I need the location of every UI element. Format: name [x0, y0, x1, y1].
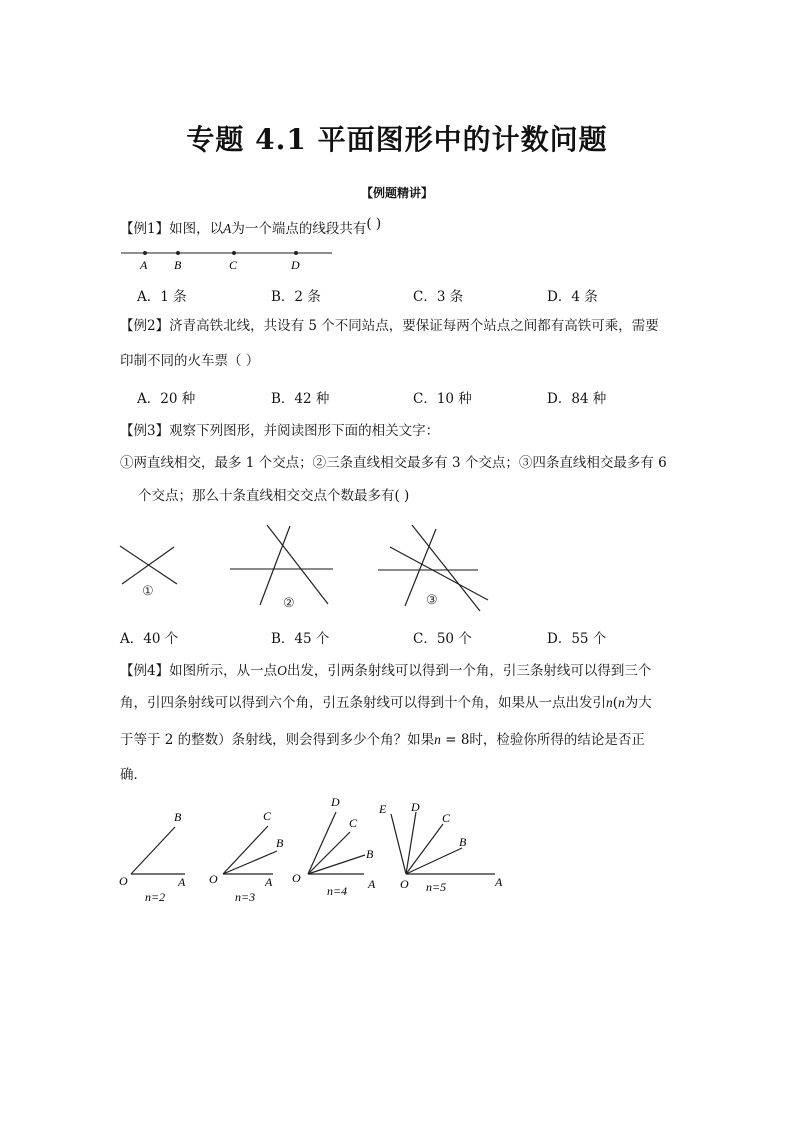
point-a [143, 251, 147, 255]
example-4-line-3 [120, 728, 645, 748]
two-lines-figure [120, 546, 177, 598]
example-4-line-2 [120, 691, 652, 711]
example-3-line-3: 个交点；那么十条直线相交交点个数最多有( ) [138, 488, 410, 504]
n4-label-a: A [368, 877, 376, 891]
example-1-option-c[interactable]: C．3 条 [413, 289, 464, 305]
label-d: D [291, 258, 300, 272]
rays-figure-n5 [378, 800, 503, 894]
rays-figure-n3 [209, 809, 284, 904]
example-1-option-b[interactable]: B．2 条 [271, 289, 321, 305]
example-3-option-a[interactable]: A．40 个 [120, 631, 179, 647]
point-c [232, 251, 236, 255]
example-3-option-b[interactable]: B．45 个 [271, 631, 330, 647]
n5-label-d: D [411, 800, 420, 814]
rays-figure-n4 [292, 795, 376, 898]
example-1-tag: 【例1】 [120, 221, 170, 237]
intersecting-lines-figures [110, 518, 510, 618]
example-4-var-n-3: n [434, 732, 441, 747]
page-title: 专题 4.1 平面图形中的计数问题 [186, 123, 608, 156]
example-3-option-d[interactable]: D．55 个 [547, 631, 607, 647]
figure-label-2: ② [283, 595, 295, 610]
n2-caption: n=2 [145, 890, 166, 904]
example-2-line-1 [120, 314, 659, 334]
example-1-text-a: 如图，以 [169, 221, 224, 237]
n2-label-o: O [119, 874, 128, 888]
n5-label-b: B [459, 835, 467, 849]
example-2-option-d[interactable]: D．84 种 [547, 391, 607, 407]
example-4-line-4: 确． [120, 767, 147, 783]
example-3-option-c[interactable]: C．50 个 [413, 631, 472, 647]
n4-label-b: B [366, 847, 374, 861]
example-1-blank: ( ) [366, 216, 382, 232]
three-lines-figure [230, 525, 333, 610]
example-2-option-b[interactable]: B．42 种 [271, 391, 330, 407]
example-4-tag: 【例4】 [120, 663, 170, 679]
example-4-eq: = 8 [440, 732, 470, 748]
example-1-text-b: 为一个端点的线段共有 [231, 221, 367, 237]
example-1-var: A [223, 221, 232, 236]
section-heading: 【例题精讲】 [360, 186, 433, 200]
rays-figure-n2 [119, 810, 186, 904]
n5-caption: n=5 [426, 880, 447, 894]
n4-label-o: O [292, 871, 301, 885]
example-4-text-3a: 于等于 2 的整数）条射线，则会得到多少个角？如果 [120, 732, 435, 748]
example-1-option-d[interactable]: D．4 条 [547, 289, 598, 305]
example-4-var-o: O [277, 663, 287, 678]
example-2-text: 济青高铁北线，共设有 5 个不同站点，要保证每两个站点之间都有高铁可乘，需要 [169, 318, 659, 334]
label-b: B [174, 258, 182, 272]
n5-label-c: C [442, 811, 451, 825]
label-a: A [140, 258, 148, 272]
n3-caption: n=3 [235, 890, 256, 904]
example-2-line-2: 印制不同的火车票（ ） [120, 353, 260, 369]
example-4-text-2c: 为大 [624, 695, 652, 711]
n5-label-e: E [379, 802, 387, 816]
example-3-line-2: ①两直线相交，最多 1 个交点；②三条直线相交最多有 3 个交点；③四条直线相交最多有 6 [120, 455, 667, 471]
segment-figure [118, 246, 338, 272]
example-4-var-n-2: n [618, 695, 625, 710]
example-4-text-1b: 出发，引两条射线可以得到一个角，引三条射线可以得到三个 [286, 663, 652, 679]
example-4-text-1a: 如图所示，从一点 [169, 663, 278, 679]
figure-label-3: ③ [426, 592, 438, 607]
example-1-option-a[interactable]: A．1 条 [137, 289, 187, 305]
example-3-line-1 [120, 419, 439, 439]
n3-label-o: O [209, 872, 218, 886]
example-4-var-n: n [606, 695, 613, 710]
n4-label-c: C [349, 816, 358, 830]
rays-figures [110, 792, 520, 912]
example-2-tag: 【例2】 [120, 318, 170, 334]
n3-label-a: A [265, 875, 273, 889]
example-4-paren: ( [612, 695, 619, 711]
label-c: C [229, 258, 238, 272]
example-3-tag: 【例3】 [120, 423, 170, 439]
four-lines-figure [378, 525, 488, 611]
n2-label-b: B [174, 810, 182, 824]
example-3-text: 观察下列图形，并阅读图形下面的相关文字： [169, 423, 440, 439]
point-b [176, 251, 180, 255]
n4-label-d: D [331, 795, 340, 809]
n5-label-o: O [400, 877, 409, 891]
n2-label-a: A [178, 875, 186, 889]
figure-label-1: ① [142, 583, 154, 598]
example-2-option-a[interactable]: A．20 种 [137, 391, 196, 407]
example-4-line-1 [120, 659, 651, 679]
point-d [294, 251, 298, 255]
n5-label-a: A [495, 875, 503, 889]
n3-label-b: B [276, 836, 284, 850]
example-4-text-3b: 时，检验你所得的结论是否正 [469, 732, 645, 748]
n4-caption: n=4 [327, 884, 348, 898]
n3-label-c: C [263, 809, 272, 823]
example-4-text-2a: 角，引四条射线可以得到六个角，引五条射线可以得到十个角，如果从一点出发引 [120, 695, 606, 711]
example-2-option-c[interactable]: C．10 种 [413, 391, 472, 407]
example-1-question [120, 217, 381, 237]
